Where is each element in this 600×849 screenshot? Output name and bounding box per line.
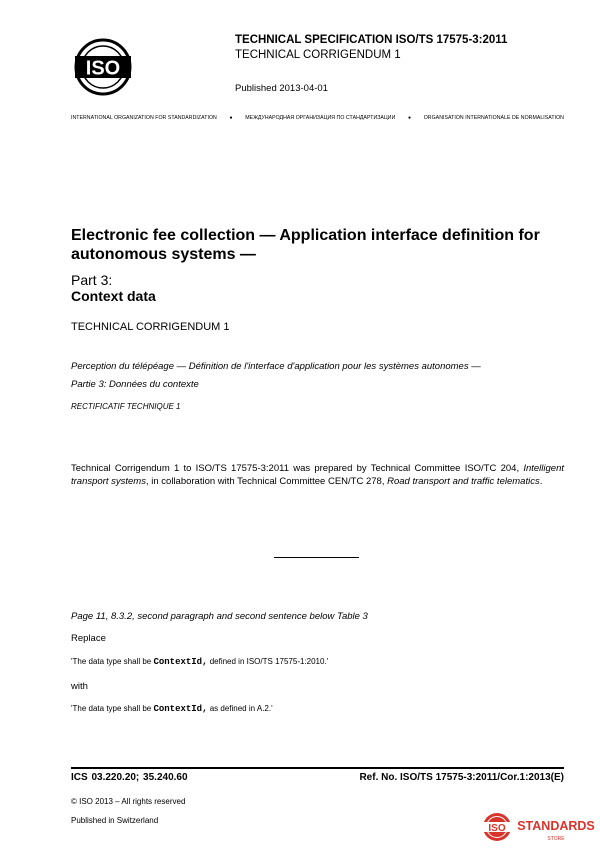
iso-standards-store-badge [480,812,595,844]
part-number: Part 3: [71,272,113,288]
separator-line [274,557,359,558]
corrigendum-label: TECHNICAL CORRIGENDUM 1 [71,321,230,333]
spec-title: TECHNICAL SPECIFICATION ISO/TS 17575-3:2011 [235,34,508,46]
page-reference: Page 11, 8.3.2, second paragraph and second sentence below Table 3 [71,611,368,622]
copyright-notice: © ISO 2013 – All rights reserved [71,797,186,806]
intro-cen-name: Road transport and traffic telematics [387,476,540,487]
org-french: ORGANISATION INTERNATIONALE DE NORMALISATION [423,115,564,121]
french-part: Partie 3: Données du contexte [71,379,199,390]
iso-logo [71,38,135,96]
spec-subtitle: TECHNICAL CORRIGENDUM 1 [235,49,401,61]
document-title: Electronic fee collection — Application interface definition for autonomous systems — [71,227,540,263]
svg-text:STANDARDS: STANDARDS [517,819,595,833]
bullet-separator: ● [229,115,233,121]
intro-paragraph [71,462,564,488]
svg-text:STORE: STORE [547,836,565,842]
ics-codes: ICS 03.220.20; 35.240.60 [71,772,188,783]
reference-number: Ref. No. ISO/TS 17575-3:2011/Cor.1:2013(E) [359,772,564,783]
old-sentence [71,657,328,667]
organizations-line [71,115,564,121]
org-russian: МЕЖДУНАРОДНАЯ ОРГАНИЗАЦИЯ ПО СТАНДАРТИЗАЦИИ [245,115,396,121]
intro-text: . [539,476,543,487]
published-in: Published in Switzerland [71,816,159,825]
french-title: Perception du télépéage — Définition de l'interface d'application pour les systèmes autonomes — [71,361,481,372]
with-label: with [71,681,88,692]
new-sentence-text: as defined in A.2.' [207,704,273,713]
new-sentence-code: ContextId, [153,704,208,714]
published-date: Published 2013-04-01 [235,83,328,94]
old-sentence-code: ContextId, [153,657,208,667]
intro-text: , in collaboration with Technical Committee CEN/TC 278, [145,476,388,487]
svg-text:ISO: ISO [85,57,121,80]
old-sentence-text: defined in ISO/TS 17575-1:2010.' [207,657,329,666]
part-name: Context data [71,288,156,304]
footer-rule [71,767,564,769]
bullet-separator: ● [408,115,412,121]
svg-text:ISO: ISO [488,823,506,834]
replace-label: Replace [71,633,106,644]
french-corrigendum: RECTIFICATIF TECHNIQUE 1 [71,402,181,411]
intro-text: Technical Corrigendum 1 to ISO/TS 17575-3:2011 was prepared by Technical Committee ISO/TC 204, [71,463,524,474]
intro-committee-name: Intelligent transport systems [71,463,564,487]
old-sentence-text: 'The data type shall be [71,657,154,666]
org-english: INTERNATIONAL ORGANIZATION FOR STANDARDIZATION [71,115,217,121]
new-sentence [71,704,273,714]
new-sentence-text: 'The data type shall be [71,704,154,713]
